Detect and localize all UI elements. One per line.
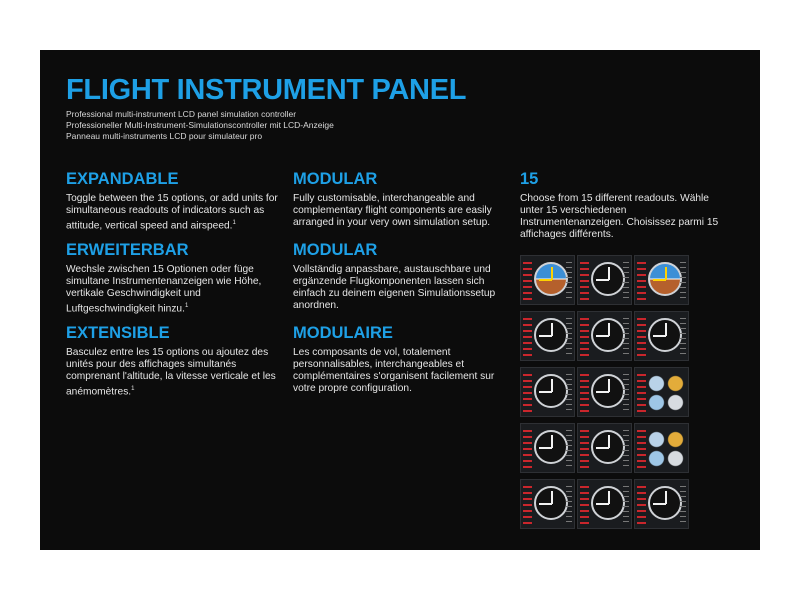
extensible-text: Basculez entre les 15 options ou ajoutez des unités pour des affichages simultanés comprenant l'altitude, la vitesse verticale et les anémomètres.$^1$ xyxy=(66,347,276,398)
altimeter-icon xyxy=(577,255,632,305)
readouts-text: Choose from 15 different readouts. Wähle unter 15 verschiedenen Instrumentenanzeigen. Choisissez parmi 15 affichages différents. xyxy=(520,193,719,240)
modulaire-text: Les composants de vol, totalement personnalisables, interchangeables et complémentaires s'organisent facilement sur votre propre configuration. xyxy=(293,347,495,394)
turn-coordinator-icon xyxy=(520,367,575,417)
erweiterbar-text: Wechsle zwischen 15 Optionen oder füge simultane Instrumentenanzeigen wie Höhe, vertikale Geschwindigkeit und Luftgeschwindigkeit hinzu.$^1$ xyxy=(66,264,262,315)
expandable-heading: EXPANDABLE xyxy=(66,170,179,188)
heading-indicator-icon xyxy=(634,255,689,305)
readouts-count-heading: 15 xyxy=(520,170,539,188)
flight-panel-card xyxy=(40,50,760,550)
modular-heading: MODULAR xyxy=(293,170,378,188)
attitude-indicator-icon xyxy=(520,255,575,305)
modular-text: Fully customisable, interchangeable and complementary flight components are easily arranged in your very own simulation setup. xyxy=(293,193,492,228)
erweiterbar-heading: ERWEITERBAR xyxy=(66,241,189,259)
tachometer-icon xyxy=(520,423,575,473)
subtitle-de: Professioneller Multi-Instrument-Simulationscontroller mit LCD-Anzeige xyxy=(66,120,334,130)
radio-magnetic-indicator-icon xyxy=(577,423,632,473)
horizontal-situation-indicator-icon xyxy=(577,479,632,529)
course-deviation-icon xyxy=(520,479,575,529)
vertical-speed-icon xyxy=(634,479,689,529)
expandable-text: Toggle between the 15 options, or add units for simultaneous readouts of indicators such as attitude, vertical speed and airspeed.$^1$ xyxy=(66,193,278,232)
multi-gauge-icon xyxy=(634,423,689,473)
page-title: FLIGHT INSTRUMENT PANEL xyxy=(66,74,467,106)
footnote-mark: 1 xyxy=(184,303,189,309)
altimeter-icon xyxy=(577,311,632,361)
vertical-speed-icon xyxy=(634,311,689,361)
modular-de-text: Vollständig anpassbare, austauschbare und ergänzende Flugkomponenten lassen sich einfach zu deinem eigenen Simulationssetup anordnen. xyxy=(293,264,496,311)
subtitle-en: Professional multi-instrument LCD panel simulation controller xyxy=(66,109,297,119)
clock-icon xyxy=(577,367,632,417)
footnote-mark: 1 xyxy=(131,386,135,392)
extensible-heading: EXTENSIBLE xyxy=(66,324,170,342)
multi-gauge-icon xyxy=(634,367,689,417)
modulaire-heading: MODULAIRE xyxy=(293,324,393,342)
modular-de-heading: MODULAR xyxy=(293,241,378,259)
footnote-mark: 1 xyxy=(232,220,236,226)
airspeed-indicator-icon xyxy=(520,311,575,361)
subtitle-fr: Panneau multi-instruments LCD pour simulateur pro xyxy=(66,131,263,141)
